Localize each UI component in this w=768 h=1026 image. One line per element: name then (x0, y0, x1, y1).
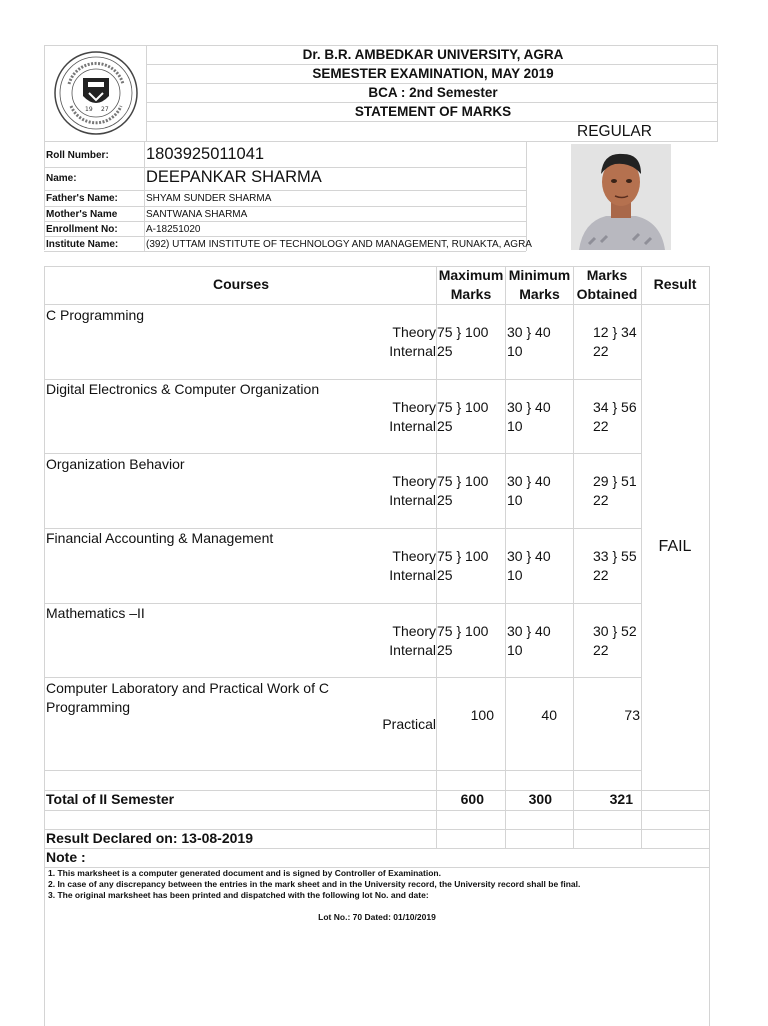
maximum-marks: 75 } 100 25 (437, 473, 489, 508)
seal-year-right: 27 (101, 106, 109, 113)
lot-number: Lot No.: 70 Dated: 01/10/2019 (318, 912, 436, 922)
column-header-obtained: Marks Obtained (576, 267, 638, 302)
column-header-result: Result (653, 276, 697, 292)
university-seal-logo (53, 50, 139, 136)
result-declared-date: Result Declared on: 13-08-2019 (46, 830, 253, 846)
father-name-value: SHYAM SUNDER SHARMA (146, 193, 272, 204)
status-regular: REGULAR (577, 123, 652, 140)
seal-year-left: 19 (85, 106, 93, 113)
course-name: Organization Behavior (46, 456, 185, 472)
total-label: Total of II Semester (46, 791, 175, 807)
statement-title: STATEMENT OF MARKS (354, 104, 512, 119)
course-name: Mathematics –II (46, 605, 145, 621)
mother-name-label: Mother's Name (46, 209, 118, 220)
father-name-label: Father's Name: (46, 193, 118, 204)
exam-title: SEMESTER EXAMINATION, MAY 2019 (312, 66, 554, 81)
course-name: Financial Accounting & Management (46, 530, 274, 546)
marks-obtained: 73 (624, 707, 640, 723)
marks-obtained: 30 } 52 22 (593, 623, 637, 658)
maximum-marks: 100 (470, 707, 494, 723)
mother-name-value: SANTWANA SHARMA (146, 209, 248, 220)
note-line: 3. The original marksheet has been printed and dispatched with the following lot No. and date: (48, 890, 429, 900)
institute-value: (392) UTTAM INSTITUTE OF TECHNOLOGY AND MANAGEMENT, RUNAKTA, AGRA (146, 239, 532, 250)
column-header-courses: Courses (212, 276, 270, 292)
roll-number-label: Roll Number: (46, 150, 109, 161)
component-labels: Theory Internal (389, 324, 436, 359)
total-obtained: 321 (609, 791, 633, 807)
course-name: Computer Laboratory and Practical Work of C Programming (46, 680, 329, 715)
roll-number-value: 1803925011041 (146, 145, 265, 163)
marks-obtained: 33 } 55 22 (593, 548, 637, 583)
component-labels: Theory Internal (389, 473, 436, 508)
student-photo (571, 144, 671, 250)
minimum-marks: 30 } 40 10 (507, 548, 551, 583)
program-title: BCA : 2nd Semester (368, 85, 498, 100)
maximum-marks: 75 } 100 25 (437, 623, 489, 658)
marks-obtained: 12 } 34 22 (593, 324, 637, 359)
maximum-marks: 75 } 100 25 (437, 548, 489, 583)
course-name: C Programming (46, 307, 145, 323)
component-labels: Theory Internal (389, 548, 436, 583)
component-labels: Theory Internal (389, 399, 436, 434)
note-line: 2. In case of any discrepancy between the entries in the mark sheet and in the University record, the University record shall be final. (48, 879, 581, 889)
enrollment-value: A-18251020 (146, 224, 201, 235)
marks-obtained: 29 } 51 22 (593, 473, 637, 508)
maximum-marks: 75 } 100 25 (437, 399, 489, 434)
name-label: Name: (46, 173, 77, 184)
component-labels: Theory Internal (389, 623, 436, 658)
minimum-marks: 30 } 40 10 (507, 324, 551, 359)
total-maximum: 600 (460, 791, 484, 807)
note-line: 1. This marksheet is a computer generated document and is signed by Controller of Examination. (48, 868, 441, 878)
minimum-marks: 30 } 40 10 (507, 623, 551, 658)
total-minimum: 300 (528, 791, 552, 807)
enrollment-label: Enrollment No: (46, 224, 118, 235)
result-value: FAIL (658, 538, 692, 555)
course-name: Digital Electronics & Computer Organization (46, 381, 320, 397)
minimum-marks: 30 } 40 10 (507, 399, 551, 434)
student-name-value: DEEPANKAR SHARMA (146, 168, 322, 186)
maximum-marks: 75 } 100 25 (437, 324, 489, 359)
institute-label: Institute Name: (46, 239, 119, 250)
marks-obtained: 34 } 56 22 (593, 399, 637, 434)
component-label-practical: Practical (382, 716, 436, 732)
university-name: Dr. B.R. AMBEDKAR UNIVERSITY, AGRA (302, 47, 564, 62)
column-header-minimum: Minimum Marks (508, 267, 571, 302)
minimum-marks: 30 } 40 10 (507, 473, 551, 508)
column-header-maximum: Maximum Marks (438, 267, 504, 302)
minimum-marks: 40 (541, 707, 557, 723)
note-title: Note : (46, 849, 86, 865)
